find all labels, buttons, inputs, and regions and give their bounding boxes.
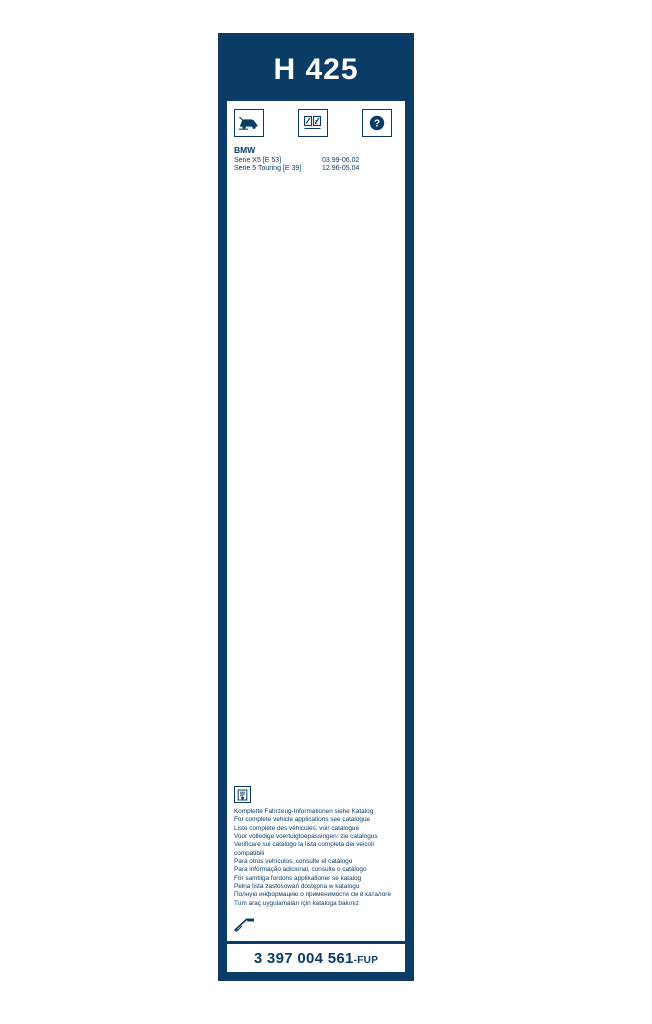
part-number-bar (227, 944, 405, 972)
product-package (218, 33, 414, 981)
panel-spacer (234, 173, 398, 786)
catalog-note: Komplette Fahrzeug-Informationen siehe Katalog (234, 808, 374, 816)
title-area (224, 39, 408, 101)
table-row (234, 165, 398, 173)
wiper-blade-icon (234, 917, 258, 932)
catalog-notes (234, 808, 398, 908)
catalog-note: Voor volledige voertuigtoepassingen: zie catalogus (234, 833, 378, 841)
vehicle-brand: BMW (234, 145, 256, 155)
svg-text:?: ? (373, 118, 381, 130)
fitment-model: Serie 5 Touring [E 39] (234, 165, 302, 172)
catalog-note: Para otros vehículos, consulte el catálogo (234, 858, 353, 866)
fitment-period: 03.99-06.02 (322, 157, 360, 164)
table-row (234, 157, 398, 165)
catalog-note: Tüm araç uygulamaları için kataloga bakınız (234, 899, 360, 907)
part-number-value: 3 397 004 561 (253, 949, 354, 967)
catalog-note: For complete vehicle applications see catalogue (234, 816, 371, 824)
fitment-period: 12.96-05.04 (322, 165, 360, 172)
package-inner (224, 39, 408, 975)
catalog-note: Pełna lista zastosowań dostępna w katalogu (234, 883, 360, 891)
fitment-model: Serie X5 [E 53] (234, 157, 282, 164)
product-title: H 425 (273, 53, 359, 86)
car-rear-wiper-icon (234, 109, 264, 137)
part-number-suffix: -FUP (353, 954, 379, 966)
question-mark-icon (362, 109, 392, 137)
catalog-note: Liste complète des véhicules: voir catalogue (234, 824, 360, 832)
fitment-table (234, 157, 398, 173)
installation-instructions-icon (298, 109, 328, 137)
catalog-note: Verificare sul catalogo la lista completa dei veicoli compatibili (234, 841, 374, 857)
catalog-note: Полную информацию о применимости см в каталоге (234, 891, 392, 899)
catalog-note: Para informação adicional, consulte o catálogo (234, 866, 367, 874)
info-panel (227, 101, 405, 941)
icon-row (234, 109, 398, 137)
catalog-note: För samtliga fordons applikationer se katalog (234, 874, 362, 882)
svg-text:1: 1 (314, 120, 318, 126)
info-document-icon (234, 786, 251, 803)
part-number (254, 950, 378, 967)
